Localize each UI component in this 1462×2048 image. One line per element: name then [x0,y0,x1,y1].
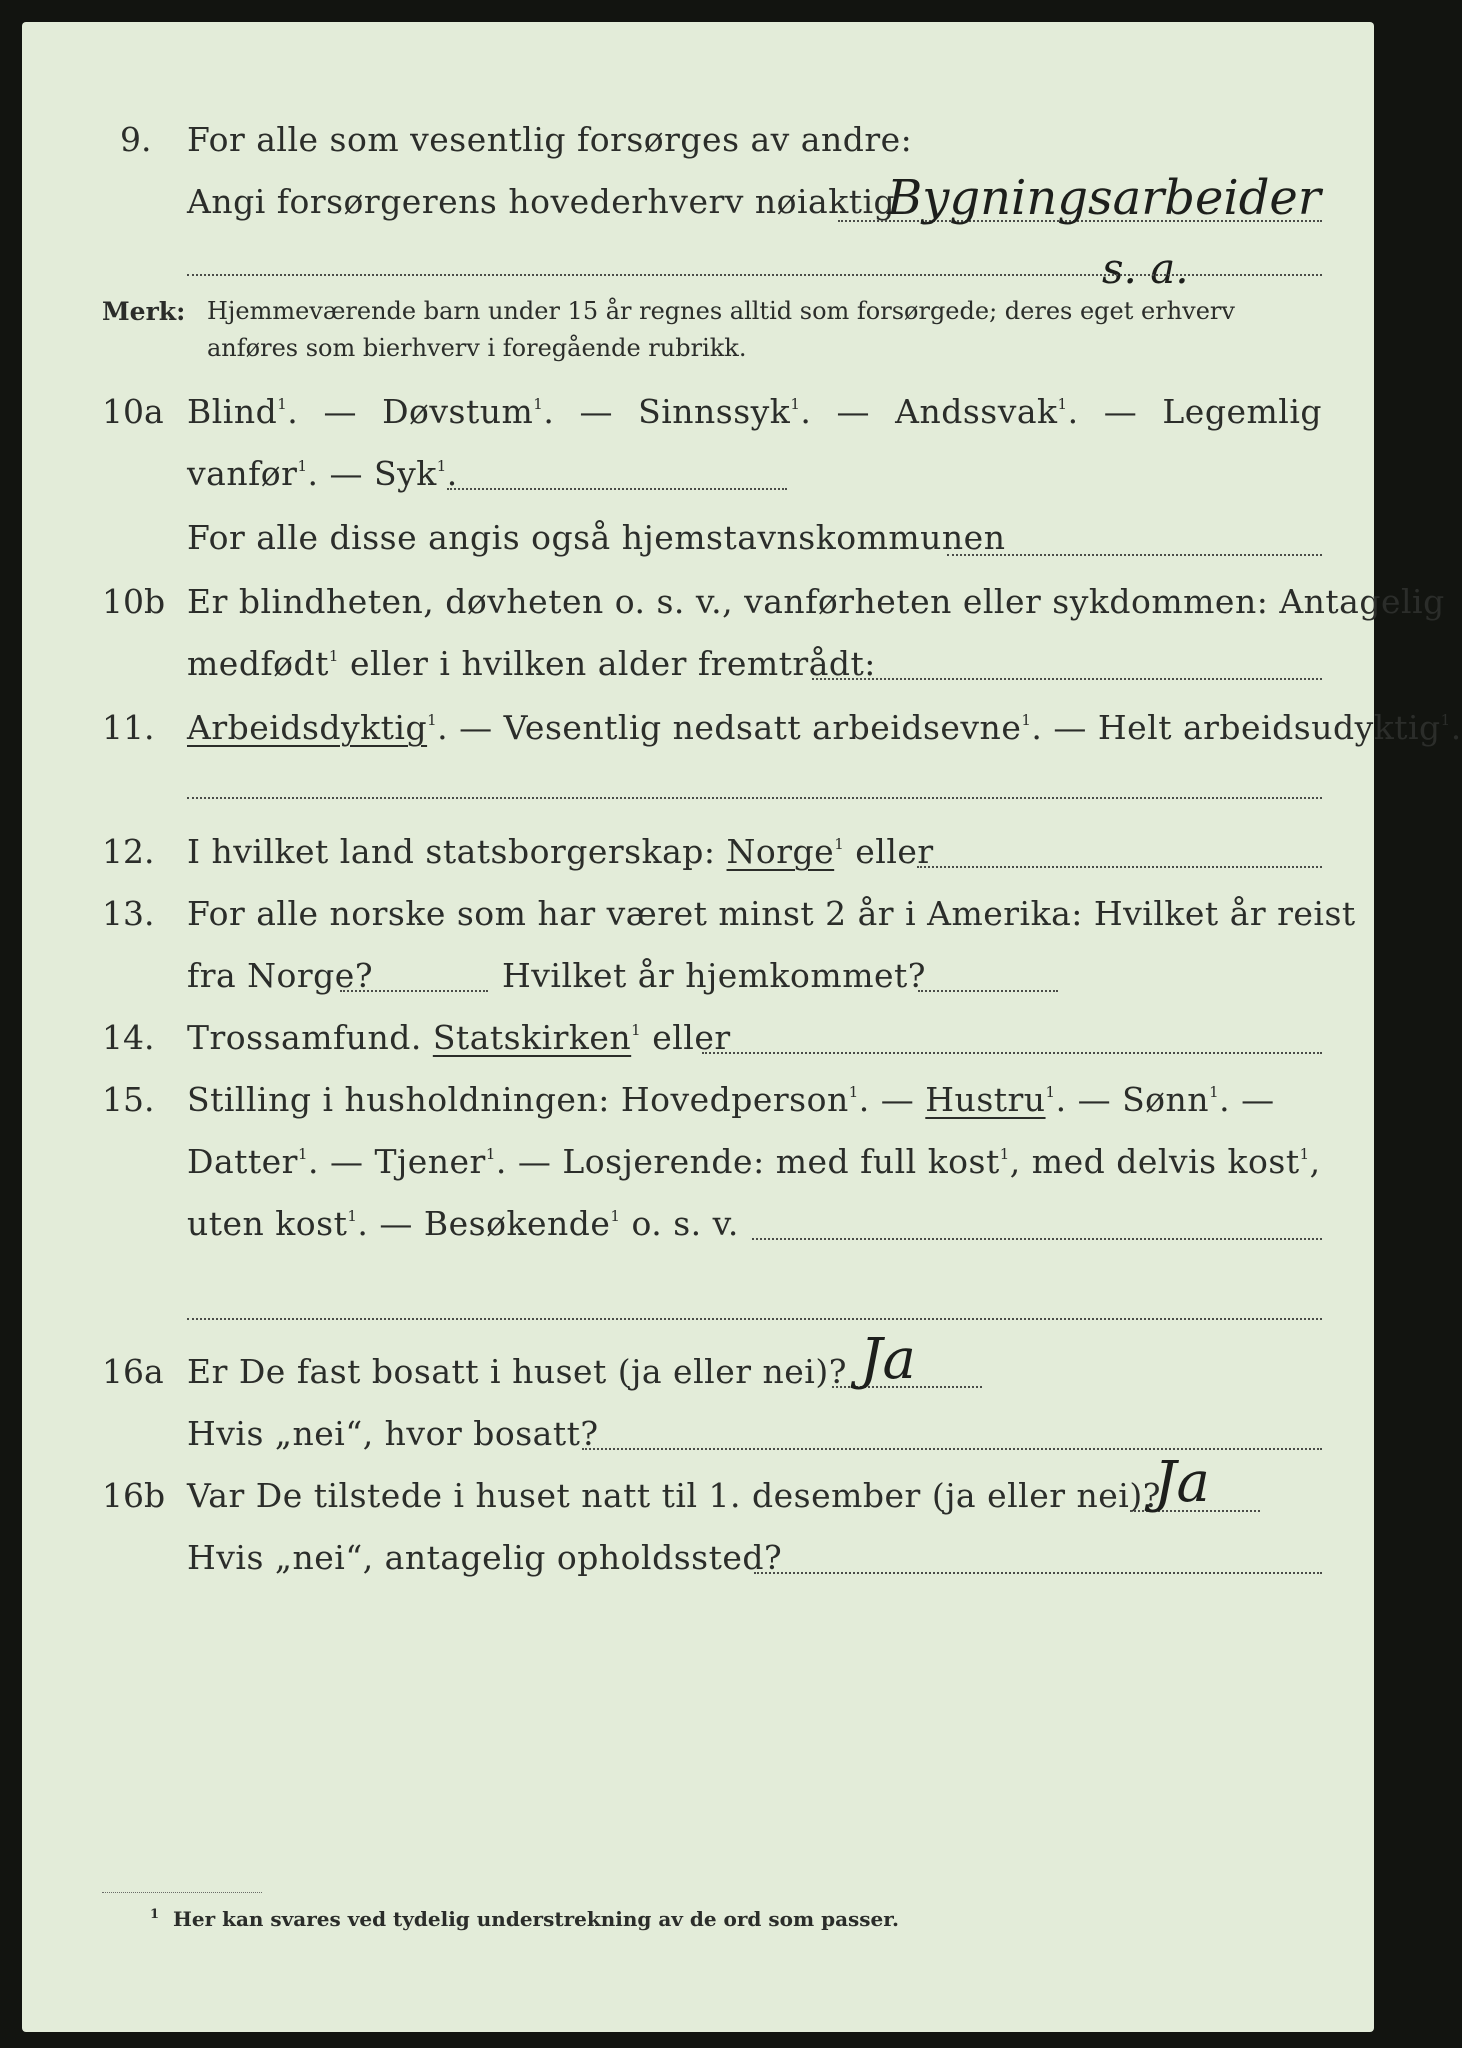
q13-number: 13. [102,894,155,933]
footnote: $^1$ Her kan svares ved tydelig understrekning av de ord som passer. [150,1907,899,1931]
q13-line1: For alle norske som har været minst 2 år i Amerika: Hvilket år reist [187,894,1356,933]
q16a-blank [582,1448,1322,1450]
q16b-number: 16b [102,1476,166,1515]
q9-number: 9. [120,120,152,159]
opt-norge-underlined: Norge [726,832,835,871]
q9-second-line [187,274,1322,276]
q10b-line2: medfødt$^1$ eller i hvilken alder fremtrådt: [187,644,876,683]
opt-vesentlig: Vesentlig nedsatt arbeidsevne [503,708,1022,747]
q10b-line1: Er blindheten, døvheten o. s. v., vanførheten eller sykdommen: Antagelig [187,582,1445,621]
q10a-syk-line [447,488,787,490]
q16b-blank [754,1572,1322,1574]
q14-blank [702,1052,1322,1054]
q12-number: 12. [102,832,155,871]
opt-statskirken-underlined: Statskirken [432,1018,632,1057]
q13-line2a: fra Norge? [187,956,374,995]
opt-sinnssyk: Sinnssyk [638,392,791,431]
opt-vanfor: vanfør [187,454,298,493]
census-form-page [22,22,1462,2032]
opt-dovstum: Døvstum [382,392,534,431]
q16a-line2: Hvis „nei“, hvor bosatt? [187,1414,599,1453]
q11-number: 11. [102,708,155,747]
merk-line2: anføres som bierhverv i foregående rubrikk. [207,334,747,362]
q12-blank [917,866,1322,868]
opt-blind: Blind [187,392,278,431]
opt-hustru-underlined: Hustru [925,1080,1046,1119]
q9-handwritten-occupation: Bygningsarbeider [887,170,1321,226]
q13-line2b: Hvilket år hjemkommet? [502,956,926,995]
q13-hjem-blank [918,990,1058,992]
q15-line2: Datter$^1$. — Tjener$^1$. — Losjerende: med full kost$^1$, med delvis kost$^1$, [187,1142,1321,1181]
q11-line-blank [187,797,1322,799]
q13-reist-blank [340,990,488,992]
q16a-handwritten-answer: Ja [860,1327,916,1392]
opt-medfodt: medfødt [187,644,329,683]
opt-legemlig: Legemlig [1162,392,1322,431]
q15-blank1 [752,1238,1322,1240]
q9-line1: For alle som vesentlig forsørges av andre: [187,120,913,159]
q15-blank2 [187,1318,1322,1320]
q10a-line1: Blind$^1$. — Døvstum$^1$. — Sinnssyk$^1$. — Andssvak$^1$. — Legemlig [187,392,1322,431]
q15-line1: Stilling i husholdningen: Hovedperson$^1$. — Hustru$^1$. — Sønn$^1$. — [187,1080,1275,1119]
q14-number: 14. [102,1018,155,1057]
q16a-line1: Er De fast bosatt i huset (ja eller nei)? [187,1352,847,1391]
q9-line2: Angi forsørgerens hovederhverv nøiaktig [187,182,896,221]
opt-syk: Syk [373,454,437,493]
q16b-line1: Var De tilstede i huset natt til 1. desember (ja eller nei)? [187,1476,1161,1515]
q14-line: Trossamfund. Statskirken$^1$ eller [187,1018,731,1057]
q16b-line2: Hvis „nei“, antagelig opholdssted? [187,1538,783,1577]
merk-label: Merk: [102,297,186,326]
opt-arbeidsdyktig-underlined: Arbeidsdyktig [187,708,428,747]
q16a-number: 16a [102,1352,164,1391]
q11-line: Arbeidsdyktig$^1$. — Vesentlig nedsatt arbeidsevne$^1$. — Helt arbeidsudyktig$^1$. [187,708,1462,747]
q12-line: I hvilket land statsborgerskap: Norge$^1$ eller [187,832,934,871]
q16b-handwritten-answer: Ja [1154,1450,1210,1515]
merk-line1: Hjemmeværende barn under 15 år regnes alltid som forsørgede; deres eget erhverv [207,297,1235,325]
footnote-rule [102,1892,262,1893]
q10a-number: 10a [102,392,164,431]
q10a-kommune-line [947,554,1322,556]
q10a-line3: For alle disse angis også hjemstavnskommunen [187,518,1006,557]
opt-helt-udyktig: Helt arbeidsudyktig [1097,708,1441,747]
q9-handwritten-note: s. a. [1102,244,1189,293]
q10b-line [812,678,1322,680]
q10b-number: 10b [102,582,166,621]
q15-number: 15. [102,1080,155,1119]
q15-line3: uten kost$^1$. — Besøkende$^1$ o. s. v. [187,1204,739,1243]
q10a-line2: vanfør$^1$. — Syk$^1$. [187,454,458,493]
opt-andssvak: Andssvak [895,392,1058,431]
